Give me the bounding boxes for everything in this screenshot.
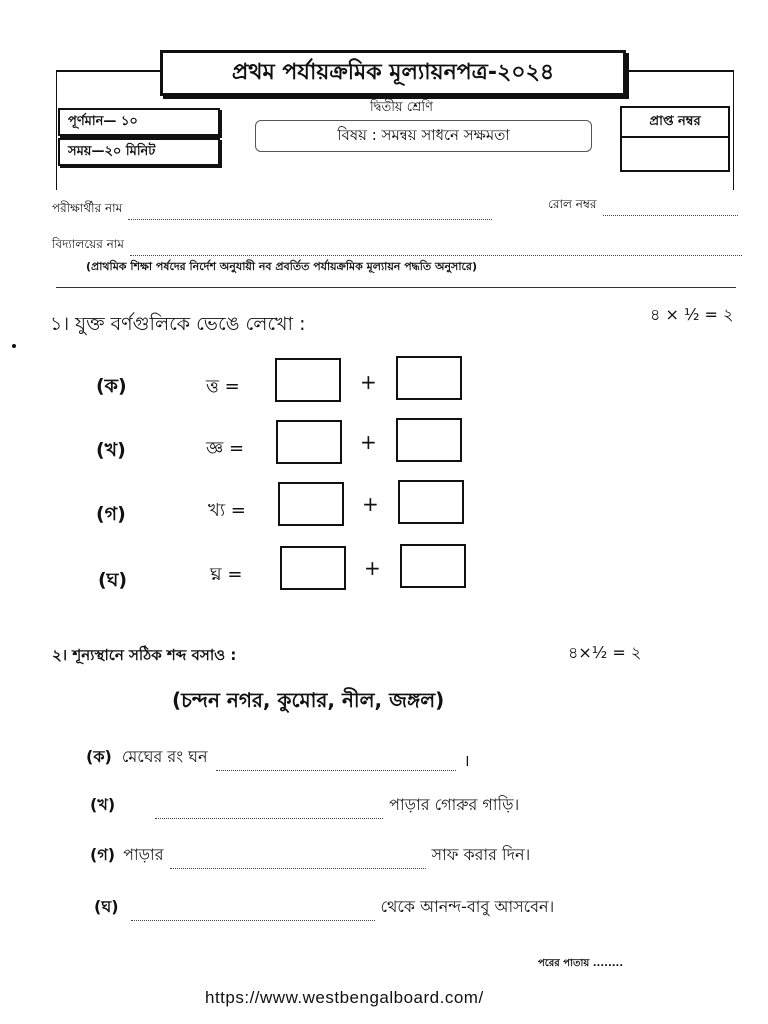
q1-conjunct: খ্য = [208, 500, 246, 521]
time-box: সময়—২০ মিনিট [58, 138, 220, 166]
q2-row [86, 744, 470, 771]
plus-sign: + [360, 370, 377, 394]
q1-answer-box[interactable] [400, 544, 466, 588]
student-name-field[interactable] [128, 219, 492, 220]
q2-row [90, 842, 530, 869]
marks-obtained-label: প্রাপ্ত নম্বর [622, 108, 728, 138]
q1-conjunct: ত্ত = [206, 376, 240, 397]
q2-item-label: (গ) [90, 845, 116, 864]
q2-blank[interactable] [155, 818, 383, 819]
q1-item-label: (ঘ) [98, 569, 128, 591]
q1-answer-box[interactable] [275, 358, 341, 402]
class-label: দ্বিতীয় শ্রেণি [370, 100, 434, 115]
q2-text-after: পাড়ার গোরুর গাড়ি। [389, 795, 520, 814]
q2-blank[interactable] [216, 770, 456, 771]
q2-marks: ৪×½ = ২ [568, 643, 642, 662]
q1-answer-box[interactable] [276, 420, 342, 464]
q2-text-after: থেকে আনন্দ-বাবু আসবেন। [380, 897, 555, 916]
divider [56, 287, 736, 288]
q2-text-before: মেঘের রং ঘন [121, 747, 208, 766]
q1-answer-box[interactable] [396, 418, 462, 462]
q2-row [90, 792, 519, 819]
next-page-note: পরের পাতায় ........ [538, 958, 624, 969]
q2-text-after: । [463, 751, 470, 770]
student-name-row [52, 200, 492, 220]
q1-heading: ১। যুক্ত বর্ণগুলিকে ভেঙে লেখো : [50, 313, 306, 335]
student-name-label: পরীক্ষার্থীর নাম [52, 201, 123, 215]
q1-item-label: (ক) [96, 375, 127, 397]
q1-answer-box[interactable] [280, 546, 346, 590]
marks-obtained-box [620, 106, 730, 172]
q1-item-label: (খ) [96, 439, 126, 461]
school-label: বিদ্যালয়ের নাম [52, 237, 124, 251]
page-title: প্রথম পর্যায়ক্রমিক মূল্যায়নপত্র-২০২৪ [160, 50, 626, 96]
q1-conjunct: ঘ্ন = [210, 564, 243, 585]
plus-sign: + [362, 492, 379, 516]
school-row [52, 236, 742, 256]
school-field[interactable] [130, 255, 742, 256]
q1-item-label: (গ) [96, 503, 126, 525]
q2-item-label: (ক) [86, 747, 112, 766]
roll-label: রোল নম্বর [548, 197, 597, 211]
board-note: (প্রাথমিক শিক্ষা পর্ষদের নির্দেশ অনুযায়ী নব প্রবর্তিত পর্যায়ক্রমিক মূল্যায়ন পদ্ধতি অনুসারে) [86, 260, 478, 273]
q1-answer-box[interactable] [278, 482, 344, 526]
q1-answer-box[interactable] [396, 356, 462, 400]
q1-conjunct: জ্ঞ = [206, 438, 245, 459]
subject-box: বিষয় : সমন্বয় সাধনে সক্ষমতা [255, 120, 592, 152]
q2-heading: ২। শূন্যস্থানে সঠিক শব্দ বসাও : [52, 646, 237, 664]
speck [12, 344, 16, 348]
q2-blank[interactable] [131, 920, 375, 921]
q1-answer-box[interactable] [398, 480, 464, 524]
website-url[interactable]: https://www.westbengalboard.com/ [205, 988, 484, 1007]
full-marks-box: পূর্ণমান— ১০ [58, 108, 220, 136]
roll-row [548, 196, 738, 216]
q2-text-before: পাড়ার [123, 845, 164, 864]
q2-item-label: (খ) [90, 795, 116, 814]
plus-sign: + [360, 430, 377, 454]
q2-item-label: (ঘ) [94, 897, 119, 916]
q2-blank[interactable] [170, 868, 426, 869]
roll-field[interactable] [603, 215, 738, 216]
q2-row [94, 894, 554, 921]
q2-text-after: সাফ করার দিন। [431, 845, 531, 864]
plus-sign: + [364, 556, 381, 580]
q1-marks: ৪ × ½ = ২ [650, 305, 734, 324]
word-bank: (চন্দন নগর, কুমোর, নীল, জঙ্গল) [172, 688, 445, 712]
